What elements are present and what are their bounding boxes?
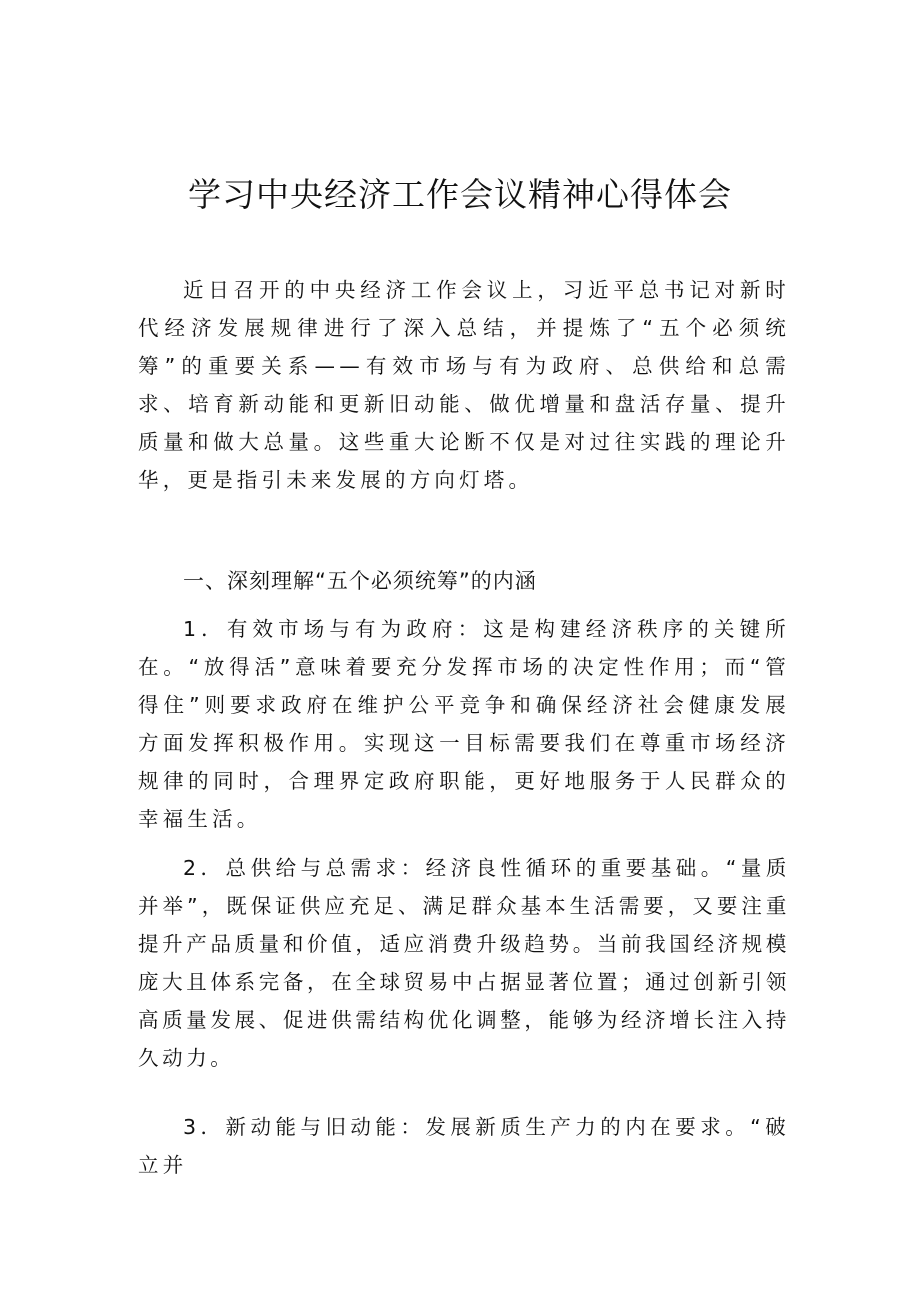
point-3-paragraph: 3．新动能与旧动能：发展新质生产力的内在要求。“破立并	[138, 1115, 790, 1177]
section-heading: 一、深刻理解“五个必须统筹”的内涵	[183, 569, 537, 593]
intro-paragraph: 近日召开的中央经济工作会议上，习近平总书记对新时代经济发展规律进行了深入总结，并提炼了“五个必须统筹”的重要关系——有效市场与有为政府、总供给和总需求、培育新动能和更新旧动能、做优增量和盘活存量、提升质量和做大总量。这些重大论断不仅是对过往实践的理论升华，更是指引未来发展的方向灯塔。	[138, 278, 790, 492]
document-title: 学习中央经济工作会议精神心得体会	[188, 175, 732, 214]
point-2-paragraph: 2．总供给与总需求：经济良性循环的重要基础。“量质并举”，既保证供应充足、满足群众基本生活需要，又要注重提升产品质量和价值，适应消费升级趋势。当前我国经济规模庞大且体系完备，在全球贸易中占据显著位置；通过创新引领高质量发展、促进供需结构优化调整，能够为经济增长注入持久动力。	[138, 856, 790, 1070]
point-1-paragraph: 1．有效市场与有为政府：这是构建经济秩序的关键所在。“放得活”意味着要充分发挥市场的决定性作用；而“管得住”则要求政府在维护公平竞争和确保经济社会健康发展方面发挥积极作用。实现这一目标需要我们在尊重市场经济规律的同时，合理界定政府职能，更好地服务于人民群众的幸福生活。	[138, 617, 790, 831]
